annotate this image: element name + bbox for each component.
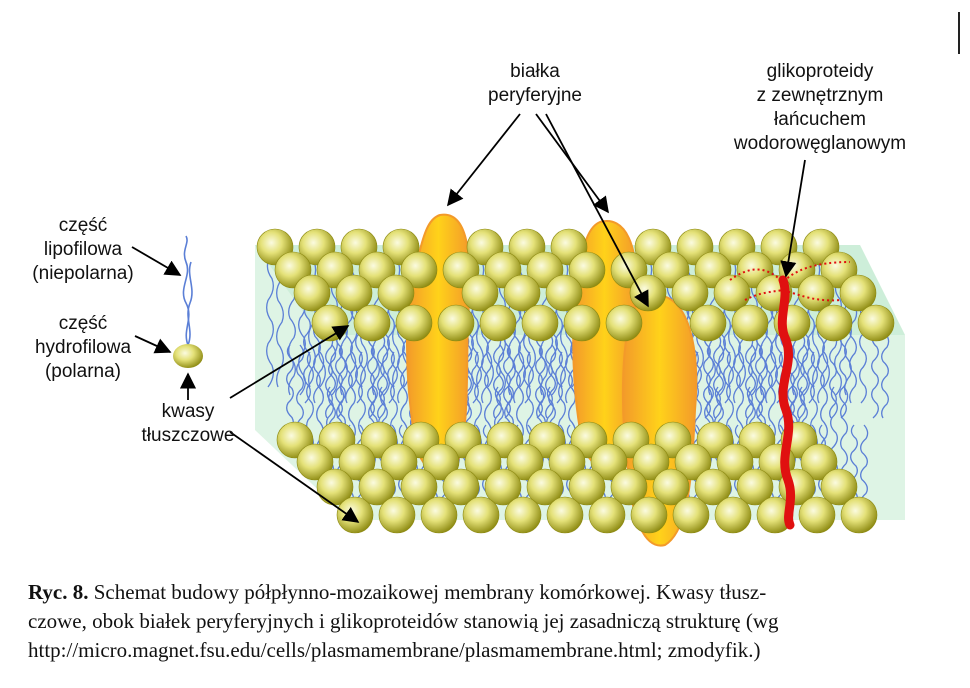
phospholipid-head	[547, 497, 583, 533]
label-fatty-line1: kwasy	[161, 401, 215, 422]
phospholipid-head	[421, 497, 457, 533]
label-proteins-line1: białka	[510, 61, 560, 82]
phospholipid-head	[589, 497, 625, 533]
phospholipid-head	[732, 305, 768, 341]
phospholipid-head	[337, 497, 373, 533]
page-edge-rule	[958, 12, 960, 54]
phospholipid-head	[715, 497, 751, 533]
phospholipid-head	[816, 305, 852, 341]
label-glycoproteins	[710, 60, 930, 156]
caption-line-3: http://micro.magnet.fsu.edu/cells/plasmamembrane/plasmamembrane.html; zmodyfik.)	[28, 638, 761, 662]
phospholipid-head	[379, 497, 415, 533]
label-peripheral-proteins	[470, 60, 600, 108]
phospholipid-head	[354, 305, 390, 341]
caption-prefix: Ryc. 8.	[28, 580, 89, 604]
caption-line-1	[28, 578, 938, 607]
phospholipid-head	[480, 305, 516, 341]
single-head	[173, 344, 203, 368]
phospholipid-head	[463, 497, 499, 533]
label-proteins-line2: peryferyjne	[488, 85, 582, 106]
label-glyco-line3: łańcuchem	[774, 109, 866, 130]
arrow-protein-left	[448, 114, 520, 205]
label-fatty-line2: tłuszczowe	[141, 425, 235, 446]
phospholipid-head	[438, 305, 474, 341]
label-lipophilic-line2: lipofilowa	[43, 239, 123, 260]
phospholipid-head	[522, 305, 558, 341]
figure-caption	[28, 578, 938, 665]
single-phospholipid	[173, 236, 203, 368]
phospholipid-head	[690, 305, 726, 341]
phospholipid-head	[673, 497, 709, 533]
phospholipid-head	[841, 497, 877, 533]
caption-line1-text: Schemat budowy półpłynno-mozaikowej membrany komórkowej. Kwasy tłusz-	[88, 580, 767, 604]
caption-line-2: czowe, obok białek peryferyjnych i glikoproteidów stanowią jej zasadniczą strukturę (wg	[28, 609, 779, 633]
label-lipophilic-line1: część	[58, 215, 108, 236]
phospholipid-head	[858, 305, 894, 341]
phospholipid-head	[799, 497, 835, 533]
label-fatty-acids	[128, 400, 248, 448]
phospholipid-head	[564, 305, 600, 341]
label-glyco-line4: wodorowęglanowym	[733, 133, 907, 154]
label-glyco-line2: z zewnętrznym	[756, 85, 884, 106]
phospholipid-head	[312, 305, 348, 341]
phospholipid-head	[606, 305, 642, 341]
phospholipid-head	[631, 497, 667, 533]
label-glyco-line1: glikoproteidy	[766, 61, 874, 82]
label-hydrophilic-line1: część	[58, 313, 108, 334]
label-hydrophilic	[18, 312, 148, 384]
label-lipophilic	[18, 214, 148, 286]
phospholipid-head	[396, 305, 432, 341]
phospholipid-head	[505, 497, 541, 533]
label-hydrophilic-line2: hydrofilowa	[34, 337, 132, 358]
label-lipophilic-line3: (niepolarna)	[32, 263, 134, 284]
label-hydrophilic-line3: (polarna)	[44, 361, 122, 382]
